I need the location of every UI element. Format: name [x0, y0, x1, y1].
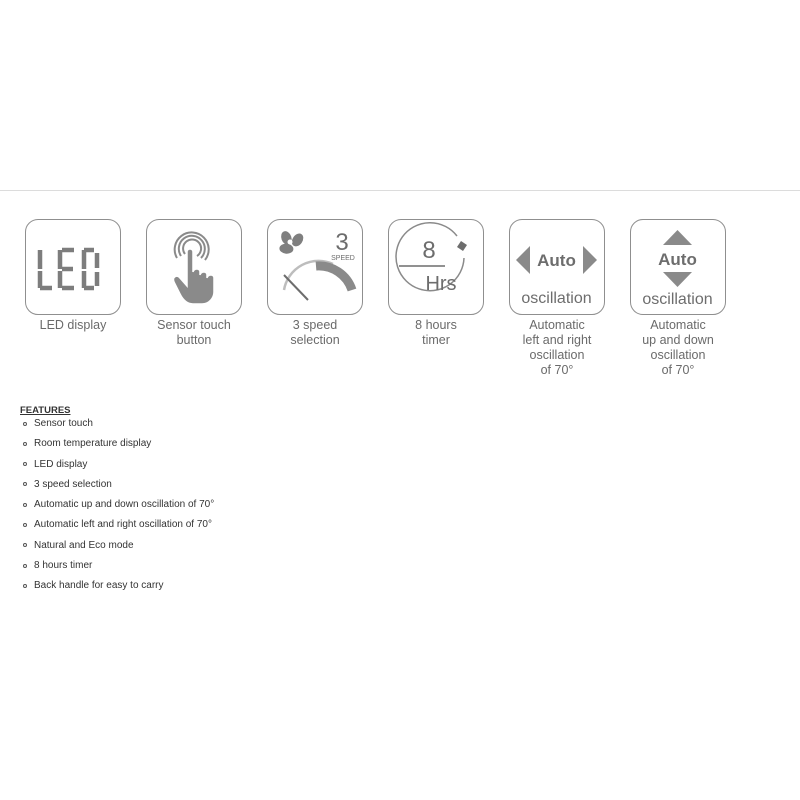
svg-text:8: 8	[422, 237, 436, 264]
caption-speed	[255, 318, 375, 348]
sensor-touch-tile	[146, 219, 242, 315]
svg-text:oscillation: oscillation	[642, 291, 713, 308]
bullet-icon	[23, 422, 27, 426]
features-list	[20, 418, 214, 601]
feature-text: Automatic up and down oscillation of 70°	[34, 499, 215, 511]
timer-icon	[389, 220, 482, 313]
fan-icon	[279, 230, 306, 255]
left-right-oscillation-tile	[509, 219, 605, 315]
feature-text: LED display	[34, 458, 88, 470]
list-item	[20, 499, 214, 519]
list-item	[20, 438, 214, 458]
feature-text: Natural and Eco mode	[34, 539, 134, 551]
svg-text:Hrs: Hrs	[425, 273, 457, 295]
list-item	[20, 560, 214, 580]
caption-left-right	[497, 318, 617, 378]
caption-line: 8 hours	[415, 318, 457, 332]
svg-text:3: 3	[335, 229, 349, 256]
caption-line: Sensor touch	[157, 318, 231, 332]
caption-timer	[376, 318, 496, 348]
bullet-icon	[23, 543, 27, 547]
bullet-icon	[23, 482, 27, 486]
fan-speed-icon	[268, 220, 361, 313]
feature-text: Room temperature display	[34, 438, 152, 450]
svg-text:oscillation: oscillation	[521, 290, 592, 307]
caption-line: Automatic	[529, 318, 585, 332]
caption-line: left and right	[522, 333, 592, 347]
divider	[0, 190, 800, 191]
feature-text: 8 hours timer	[34, 560, 93, 572]
bullet-icon	[23, 564, 27, 568]
list-item	[20, 459, 214, 479]
feature-text: 3 speed selection	[34, 478, 112, 490]
bullet-icon	[23, 503, 27, 507]
svg-text:Auto: Auto	[537, 251, 576, 270]
timer-tile	[388, 219, 484, 315]
list-item	[20, 580, 214, 600]
up-down-arrows-icon	[631, 220, 724, 313]
caption-line: oscillation	[650, 348, 706, 362]
up-down-oscillation-tile	[630, 219, 726, 315]
caption-line: selection	[290, 333, 340, 347]
bullet-icon	[23, 462, 27, 466]
caption-line: Automatic	[650, 318, 706, 332]
features-title: FEATURES	[20, 405, 71, 416]
svg-text:Auto: Auto	[658, 250, 697, 269]
led-display-icon	[26, 220, 119, 313]
feature-text: Sensor touch	[34, 418, 93, 429]
feature-text: Back handle for easy to carry	[34, 580, 164, 592]
caption-line: button	[176, 333, 212, 347]
list-item	[20, 479, 214, 499]
caption-line: timer	[422, 333, 450, 347]
svg-text:SPEED: SPEED	[331, 255, 355, 262]
caption-touch	[134, 318, 254, 348]
bullet-icon	[23, 442, 27, 446]
bullet-icon	[23, 584, 27, 588]
speed-tile	[267, 219, 363, 315]
caption-line: LED display	[39, 318, 107, 332]
left-right-arrows-icon	[510, 220, 603, 313]
caption-line: oscillation	[529, 348, 585, 362]
caption-line: up and down	[642, 333, 714, 347]
list-item	[20, 418, 214, 438]
list-item	[20, 519, 214, 539]
bullet-icon	[23, 523, 27, 527]
caption-led	[13, 318, 133, 333]
caption-up-down	[618, 318, 738, 378]
list-item	[20, 540, 214, 560]
caption-line: of 70°	[540, 363, 574, 377]
caption-line: 3 speed	[292, 318, 338, 332]
caption-line: of 70°	[661, 363, 695, 377]
feature-text: Automatic left and right oscillation of 70°	[34, 519, 212, 531]
led-display-tile	[25, 219, 121, 315]
touch-hand-icon	[147, 220, 240, 313]
